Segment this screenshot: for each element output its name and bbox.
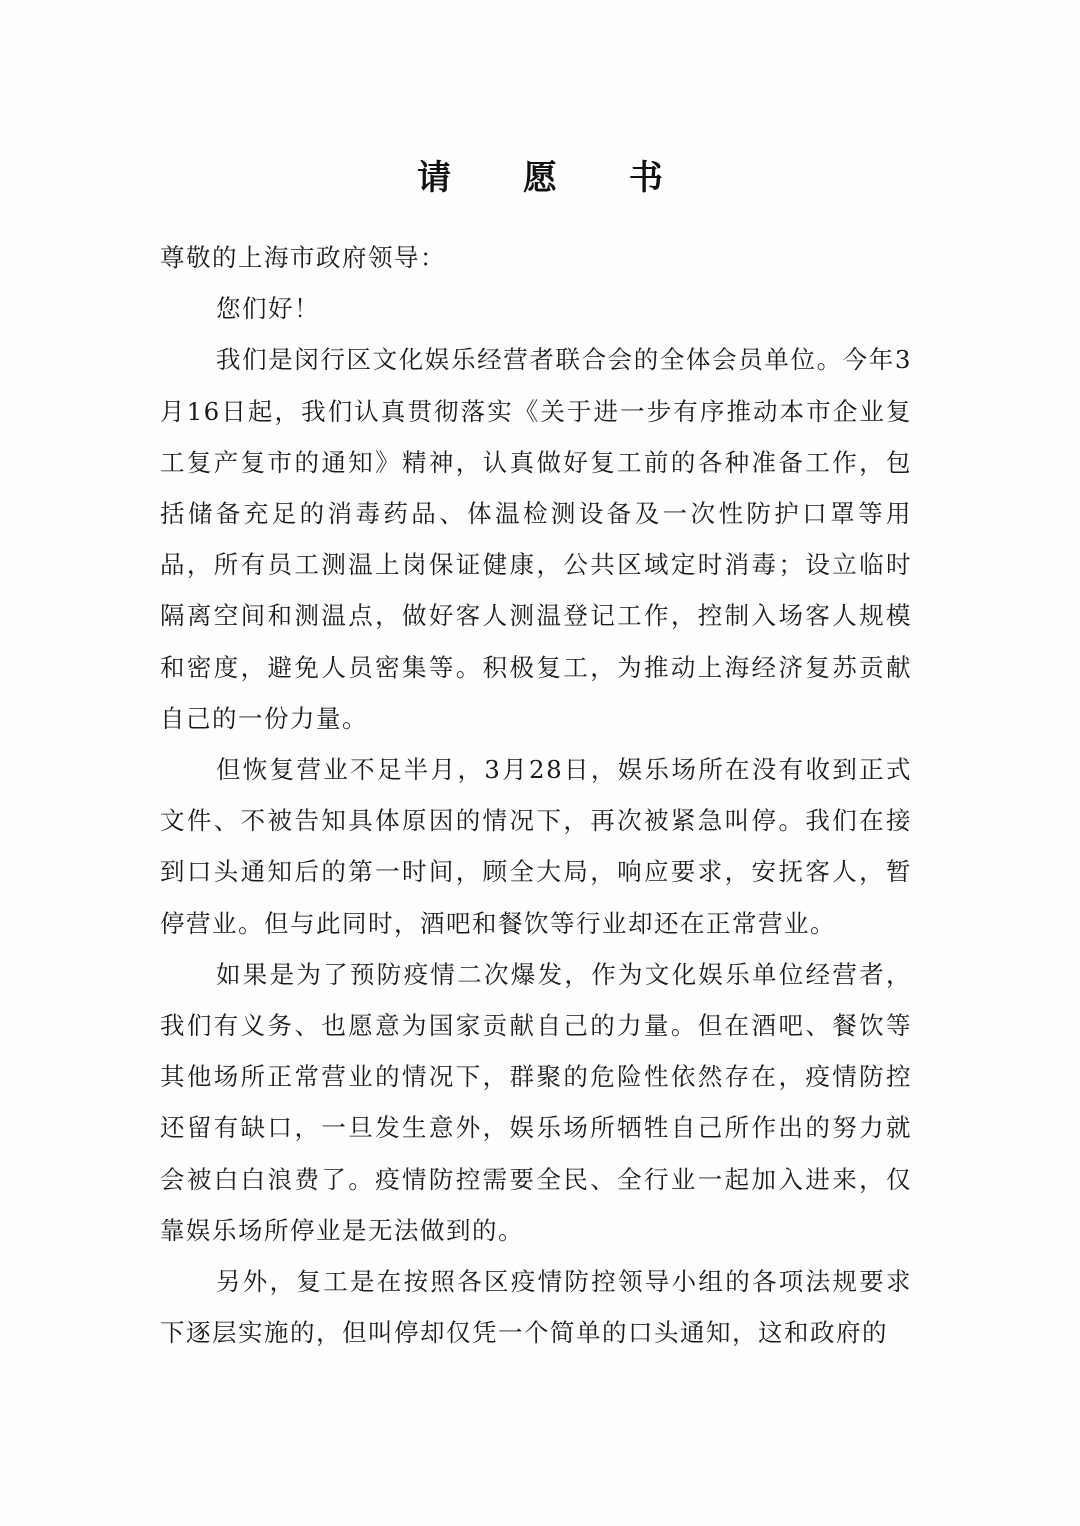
greeting: 您们好！ bbox=[216, 294, 320, 324]
paragraph-3: 如果是为了预防疫情二次爆发，作为文化娱乐单位经营者，我们有义务、也愿意为国家贡献自己的力量。但在酒吧、餐饮等其他场所正常营业的情况下，群聚的危险性依然存在，疫情防控还留有缺口，一旦发生意外，娱乐场所牺牲自己所作出的努力就会被白白浪费了。疫情防控需要全民、全行业一起加入进来，仅靠娱乐场所停业是无法做到的。 bbox=[160, 959, 912, 1245]
paragraph-1: 我们是闵行区文化娱乐经营者联合会的全体会员单位。今年3月16日起，我们认真贯彻落实《关于进一步有序推动本市企业复工复产复市的通知》精神，认真做好复工前的各种准备工作，包括储备充足的消毒药品、体温检测设备及一次性防护口罩等用品，所有员工测温上岗保证健康，公共区域定时消毒；设立临时隔离空间和测温点，做好客人测温登记工作，控制入场客人规模和密度，避免人员密集等。积极复工，为推动上海经济复苏贡献自己的一份力量。 bbox=[160, 345, 912, 733]
paragraph-2: 但恢复营业不足半月，3月28日，娱乐场所在没有收到正式文件、不被告知具体原因的情况下，再次被紧急叫停。我们在接到口头通知后的第一时间，顾全大局，响应要求，安抚客人，暂停营业。但与此同时，酒吧和餐饮等行业却还在正常营业。 bbox=[160, 755, 912, 938]
document-title: 请 愿 书 bbox=[417, 158, 693, 198]
document-body bbox=[160, 232, 912, 1358]
paragraph-4: 另外，复工是在按照各区疫情防控领导小组的各项法规要求下逐层实施的，但叫停却仅凭一个简单的口头通知，这和政府的 bbox=[160, 1267, 912, 1348]
salutation: 尊敬的上海市政府领导： bbox=[160, 243, 446, 272]
